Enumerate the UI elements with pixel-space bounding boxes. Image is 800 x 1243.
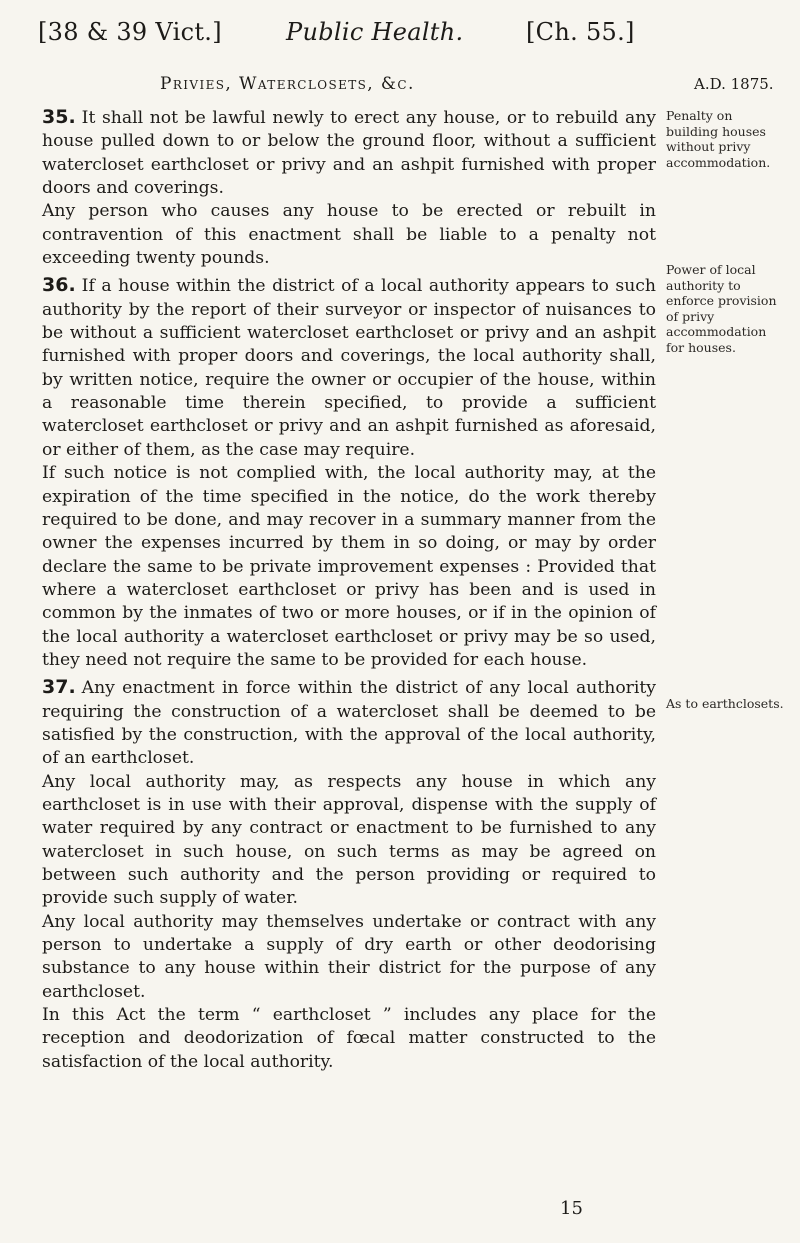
section-37-para-2: Any local authority may, as respects any house in which any earthcloset is in use with their approval, dispense with the supply of water required by any contract or enactment to be furnished to any watercloset in such house, on such terms as may be agreed on between such authority and the person providing or required to provide such supply of water. [42, 771, 656, 909]
section-37-para-4: In this Act the term “ earthcloset ” includes any place for the reception and deodorization of fœcal matter constructed to the satisfaction of the local authority. [42, 1005, 656, 1072]
chapter-number: [Ch. 55.] [526, 18, 635, 46]
section-37-para-3: Any local authority may themselves undertake or contract with any person to undertake a supply of dry earth or other deodorising substance to any house within their district for the purpose of any earthcloset. [42, 911, 656, 1002]
year-label: A.D. 1875. [694, 75, 774, 93]
regnal-year: [38 & 39 Vict.] [38, 18, 222, 46]
section-number: 37. [42, 676, 76, 699]
section-35-para-2: Any person who causes any house to be erected or rebuilt in contravention of this enactment shall be liable to a penalty not exceeding twenty pounds. [42, 201, 656, 269]
running-header [38, 18, 778, 58]
section-35-para-1: 35. It shall not be lawful newly to erect any house, or to rebuild any house pulled down to or below the ground floor, without a sufficient watercloset earthcloset or privy and an ashpit furnished with proper doors and coverings. [42, 106, 656, 199]
section-subheading: Privies, Waterclosets, &c. [160, 74, 415, 94]
section-37-para-1: 37. Any enactment in force within the district of any local authority requiring the construction of a watercloset shall be deemed to be satisfied by the construction, with the approval of the local authority, of an earthcloset. [42, 676, 656, 769]
section-36-para-2: If such notice is not complied with, the local authority may, at the expiration of the time specified in the notice, do the work thereby required to be done, and may recover in a summary manner from the owner the expenses incurred by them in so doing, or may by order declare the same to be private improvement expenses : Provided that where a watercloset earthcloset or privy has been and is used in common by the inmates of two or more houses, or if in the opinion of the local authority a watercloset earthcloset or privy may be so used, they need not require the same to be provided for each house. [42, 463, 656, 670]
section-number: 35. [42, 106, 76, 128]
body-text [42, 106, 656, 1074]
margin-note-35: Penalty on building houses without privy accommodation. [666, 108, 771, 170]
margin-note-36: Power of local authority to enforce provision of privy accommodation for houses. [666, 262, 777, 355]
section-number: 36. [42, 274, 76, 297]
margin-note-37: As to earthclosets. [666, 696, 784, 711]
act-title: Public Health. [286, 18, 464, 46]
page-number: 15 [560, 1198, 583, 1219]
section-36-para-1: 36. If a house within the district of a local authority appears to such authority by the report of their surveyor or inspector of nuisances to be without a sufficient watercloset earthcloset or privy and an ashpit furnished with proper doors and coverings, the local authority shall, by written notice, require the owner or occupier of the house, within a reasonable time therein specified, to provide a sufficient watercloset earthcloset or privy and an ashpit furnished as aforesaid, or either of them, as the case may require. [42, 274, 656, 460]
